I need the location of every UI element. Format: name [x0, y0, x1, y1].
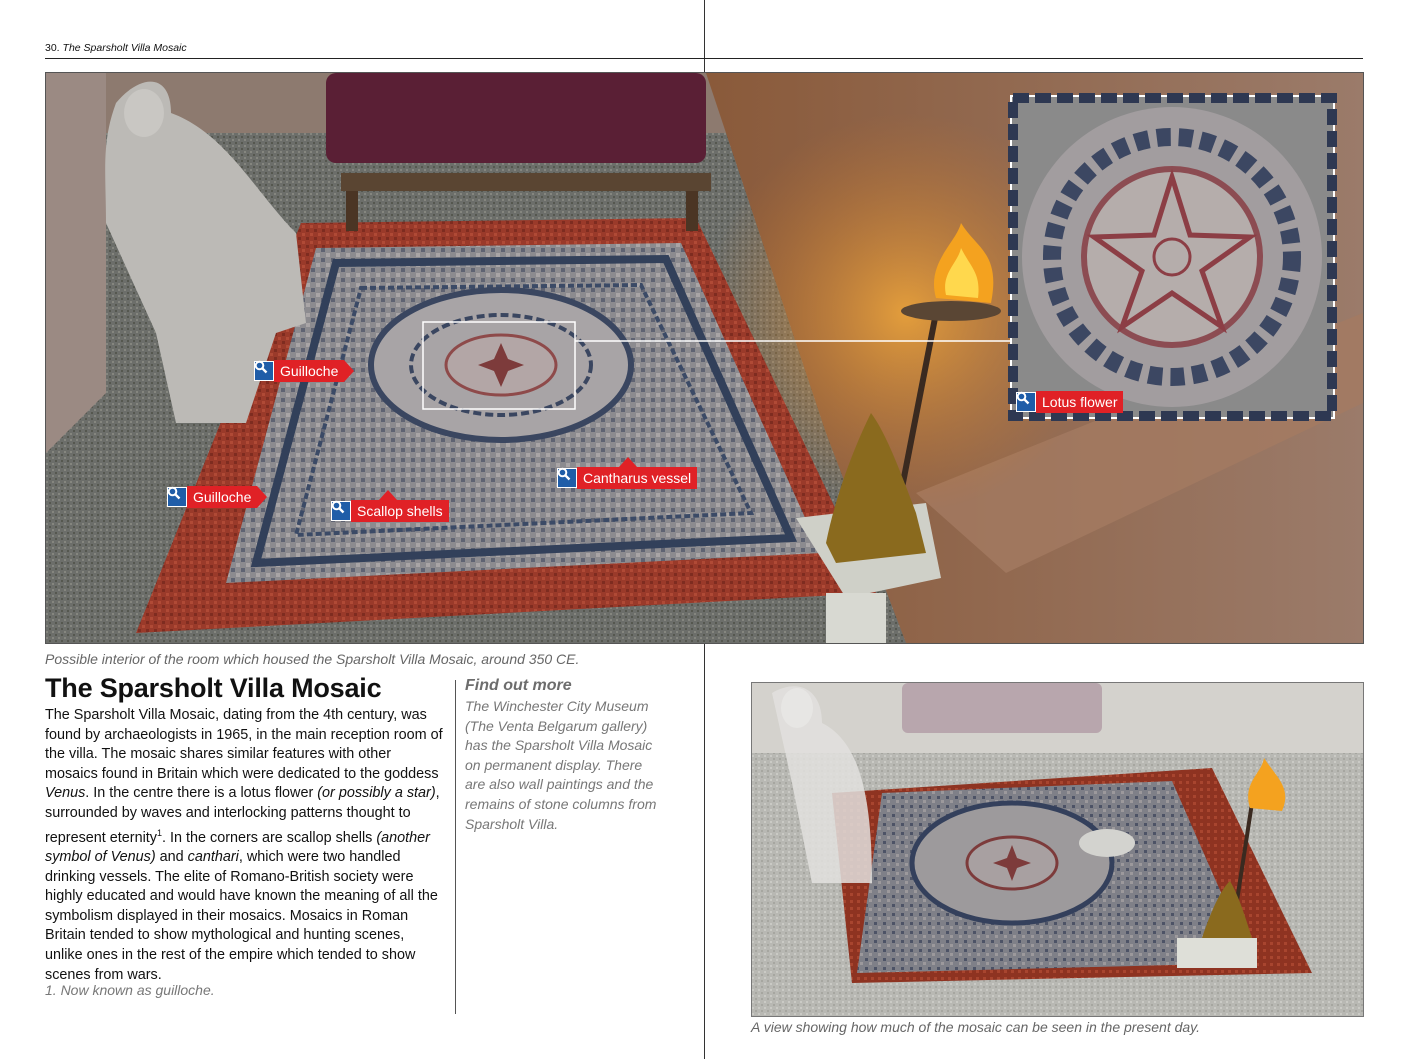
- magnifier-icon: [167, 487, 187, 507]
- running-head: [45, 42, 187, 54]
- find-out-more-text: The Winchester City Museum (The Venta Belgarum gallery) has the Sparsholt Villa Mosaic on permanent display. There are also wall paintings and the remains of stone columns from Sparsholt Villa.: [465, 698, 657, 832]
- tag-cantharus-vessel[interactable]: [557, 467, 697, 489]
- tag-scallop-shells[interactable]: [331, 500, 449, 522]
- tag-label: Guilloche: [274, 360, 344, 382]
- tag-label: Lotus flower: [1036, 391, 1123, 413]
- main-image-caption: Possible interior of the room which housed the Sparsholt Villa Mosaic, around 350 CE.: [45, 651, 580, 667]
- article-body: The Sparsholt Villa Mosaic, dating from the 4th century, was found by archaeologists in 1965, in the main reception room of the villa. The mosaic shares similar features with other mosaics found in Britain which were dedicated to the goddess Venus. In the centre there is a lotus flower (or possibly a star), surrounded by waves and interlocking patterns thought to represent eternity$^1$. In the corners are scallop shells (another symbol of Venus) and canthari, which were two handled drinking vessels. The elite of Romano-British society were highly educated and would have known the meaning of all the symbolism displayed in their mosaics. Mosaics in Roman Britain tended to show mythological and hunting scenes, unlike ones in the rest of the empire which tended to show scenes from wars.: [45, 707, 443, 983]
- header-rule: [45, 58, 1363, 59]
- present-day-scene-graphic: [752, 683, 1363, 1016]
- footnote: 1. Now known as guilloche.: [45, 982, 215, 998]
- second-image-caption: A view showing how much of the mosaic can be seen in the present day.: [751, 1019, 1201, 1035]
- tag-lotus-flower[interactable]: [1016, 391, 1123, 413]
- magnifier-icon: [557, 468, 577, 488]
- present-day-view-illustration: [751, 682, 1364, 1017]
- room-scene-graphic: [46, 73, 1363, 643]
- page-number: 30.: [45, 42, 60, 54]
- magnifier-icon: [254, 361, 274, 381]
- column-divider: [455, 680, 456, 1014]
- find-out-more-title: Find out more: [465, 677, 572, 694]
- magnifier-icon: [1016, 392, 1036, 412]
- tag-pointer: [344, 360, 354, 382]
- tag-label: Guilloche: [187, 486, 257, 508]
- running-head-title: The Sparsholt Villa Mosaic: [62, 42, 187, 54]
- tag-label: Scallop shells: [351, 500, 449, 522]
- tag-pointer: [257, 486, 267, 508]
- tag-guilloche-upper[interactable]: [254, 360, 354, 382]
- article-title: The Sparsholt Villa Mosaic: [45, 673, 382, 703]
- magnifier-icon: [331, 501, 351, 521]
- tag-guilloche-lower[interactable]: [167, 486, 267, 508]
- villa-room-illustration: [45, 72, 1364, 644]
- tag-label: Cantharus vessel: [577, 467, 697, 489]
- tag-pointer: [619, 457, 637, 467]
- tag-pointer: [379, 490, 397, 500]
